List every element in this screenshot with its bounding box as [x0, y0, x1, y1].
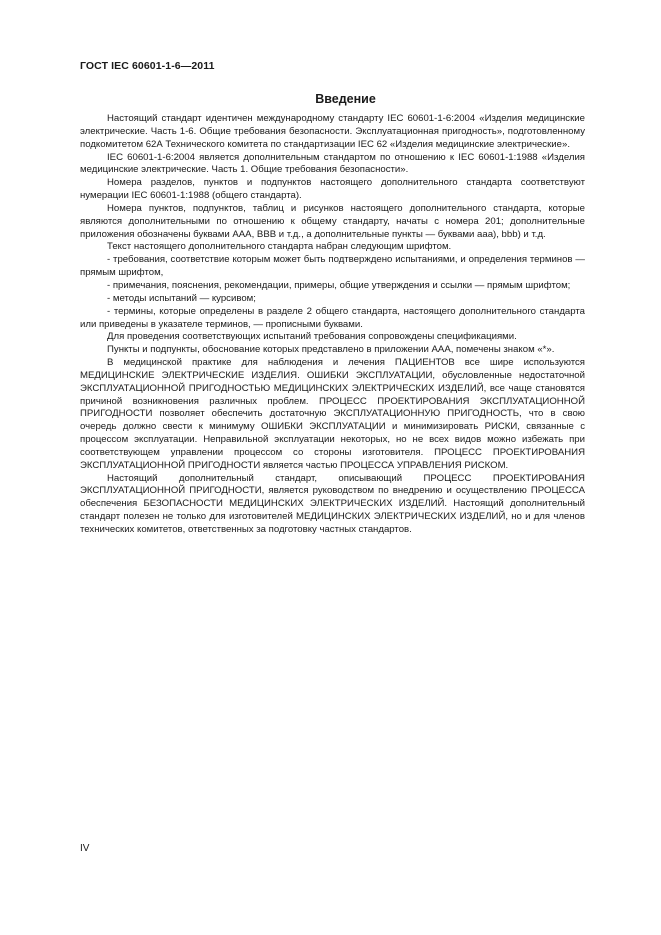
document-body — [80, 113, 585, 537]
section-title: Введение — [315, 92, 376, 106]
paragraph: Номера разделов, пунктов и подпунктов настоящего дополнительного стандарта соответствуют нумерации IEC 60601-1:1988 (общего стандарта). — [80, 177, 585, 202]
paragraph: Номера пунктов, подпунктов, таблиц и рисунков настоящего дополнительного стандарта, которые являются дополнительными по отношению к общему стандарту, начаты с номера 201; дополнительные приложения обозначены буквами ААА, ВВВ и т.д., а дополнительные пункты — буквами ааа), bbb) и т.д. — [80, 202, 585, 240]
list-item: - методы испытаний — курсивом; — [107, 292, 256, 304]
paragraph: Настоящий дополнительный стандарт, описывающий ПРОЦЕСС ПРОЕКТИРОВАНИЯ ЭКСПЛУАТАЦИОННОЙ ПРИГОДНОСТИ, является руководством по внедрению и осуществлению ПРОЦЕССА обеспечения БЕЗОПАСНОСТИ МЕДИЦИНСКИХ ЭЛЕКТРИЧЕСКИХ ИЗДЕЛИЙ. Настоящий дополнительный стандарт полезен не только для изготовителей МЕДИЦИНСКИХ ЭЛЕКТРИЧЕСКИХ ИЗДЕЛИЙ, но и для членов технических комитетов, ответственных за подготовку частных стандартов. — [80, 472, 585, 535]
paragraph: Пункты и подпункты, обоснование которых представлено в приложении ААА, помечены знаком «*». — [107, 344, 555, 356]
paragraph: Текст настоящего дополнительного стандарта набран следующим шрифтом. — [107, 241, 452, 253]
list-item: - примечания, пояснения, рекомендации, примеры, общие утверждения и ссылки — прямым шрифтом; — [107, 279, 571, 291]
paragraph: IEC 60601-1-6:2004 является дополнительным стандартом по отношению к IEC 60601-1:1988 «Изделия медицинские электрические. Часть 1. Общие требования безопасности». — [80, 151, 585, 176]
list-item: - термины, которые определены в разделе 2 общего стандарта, настоящего дополнительного стандарта или приведены в указателе терминов, — прописными буквами. — [80, 305, 585, 330]
paragraph: Для проведения соответствующих испытаний требования сопровождены спецификациями. — [107, 331, 517, 343]
paragraph: Настоящий стандарт идентичен международному стандарту IEC 60601-1-6:2004 «Изделия медицинские электрические. Часть 1-6. Общие требования безопасности. Эксплуатационная пригодность», подготовленному подкомитетом 62А Технического комитета по стандартизации IEC 62 «Изделия медицинские электрические». — [80, 113, 585, 150]
document-code: ГОСТ IEC 60601-1-6—2011 — [80, 60, 215, 72]
page-number: IV — [80, 843, 90, 854]
list-item: - требования, соответствие которым может быть подтверждено испытаниями, и определения терминов — прямым шрифтом, — [80, 254, 585, 279]
paragraph: В медицинской практике для наблюдения и лечения ПАЦИЕНТОВ все шире используются МЕДИЦИНСКИЕ ЭЛЕКТРИЧЕСКИЕ ИЗДЕЛИЯ. ОШИБКИ ЭКСПЛУАТАЦИИ, обусловленные недостаточной ЭКСПЛУАТАЦИОННОЙ ПРИГОДНОСТЬЮ МЕДИЦИНСКИХ ЭЛЕКТРИЧЕСКИХ ИЗДЕЛИЙ, все чаще становятся причиной возникновения различных проблем. ПРОЦЕСС ПРОЕКТИРОВАНИЯ ЭКСПЛУАТАЦИОННОЙ ПРИГОДНОСТИ позволяет обеспечить достаточную ЭКСПЛУАТАЦИОННУЮ ПРИГОДНОСТЬ, что в свою очередь должно свести к минимуму ОШИБКИ ЭКСПЛУАТАЦИИ и минимизировать РИСКИ, связанные с процессом эксплуатации. Неправильной эксплуатации некоторых, но не всех видов можно избежать при соответствующем управлении процессом со стороны изготовителя. ПРОЦЕСС ПРОЕКТИРОВАНИЯ ЭКСПЛУАТАЦИОННОЙ ПРИГОДНОСТИ является частью ПРОЦЕССА УПРАВЛЕНИЯ РИСКОМ. — [80, 357, 585, 471]
